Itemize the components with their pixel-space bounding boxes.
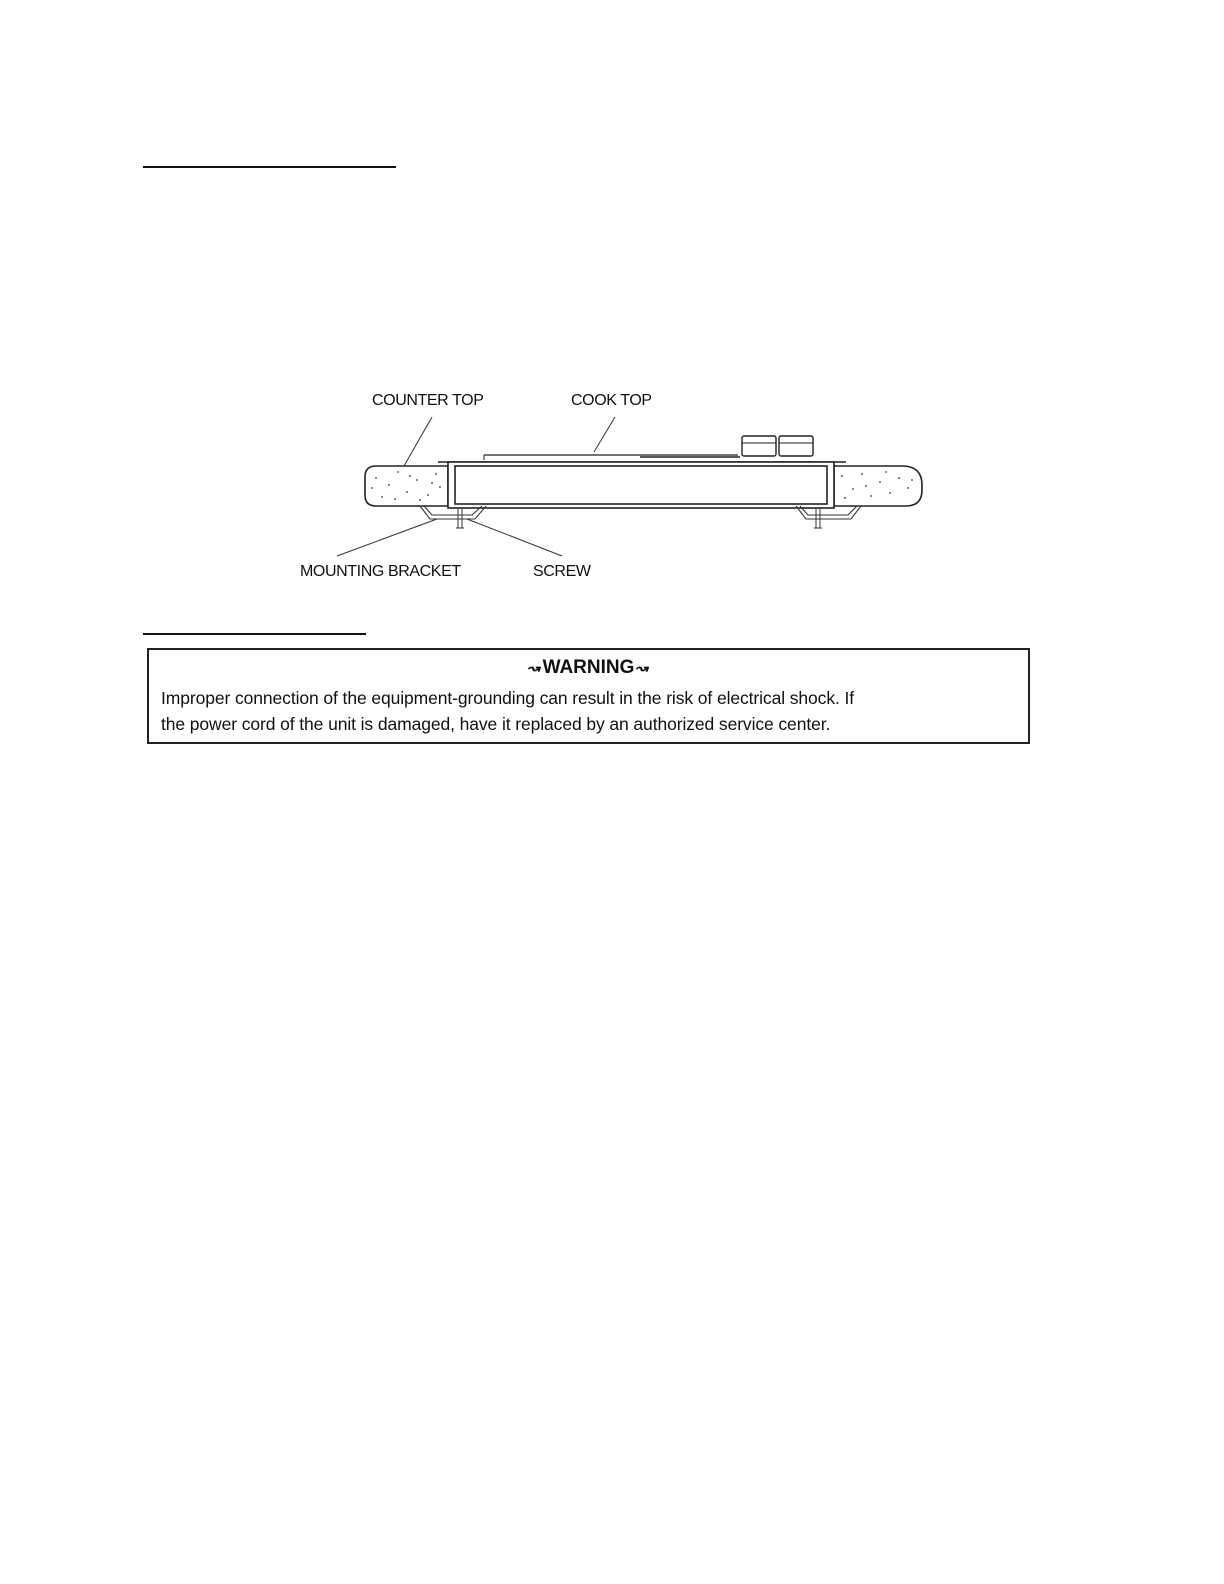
lightning-bolt-icon: ↝ (525, 660, 544, 677)
cooktop-installation-diagram (0, 0, 1224, 620)
label-counter-top: COUNTER TOP (372, 392, 484, 409)
screw-left (456, 508, 464, 528)
warning-line: the power cord of the unit is damaged, have it replaced by an authorized service center. (161, 714, 831, 734)
lightning-bolt-icon: ↝ (633, 660, 653, 677)
warning-box (147, 648, 1030, 744)
counter-top-right (834, 466, 922, 506)
section-heading-rule (143, 633, 366, 635)
label-screw: SCREW (533, 563, 591, 580)
warning-title: ↝WARNING↝ (525, 657, 653, 678)
cook-top-unit (438, 436, 846, 508)
leader-screw (467, 519, 562, 556)
leader-counter-top (404, 417, 432, 466)
screw-right (814, 508, 822, 528)
warning-line: Improper connection of the equipment-grounding can result in the risk of electrical shock. If (161, 688, 855, 708)
label-mounting-bracket: MOUNTING BRACKET (300, 563, 461, 580)
warning-text (161, 685, 1016, 737)
leader-mounting-bracket (337, 519, 437, 556)
leader-cook-top (594, 417, 615, 452)
counter-top-left (365, 466, 448, 506)
label-cook-top: COOK TOP (571, 392, 652, 409)
